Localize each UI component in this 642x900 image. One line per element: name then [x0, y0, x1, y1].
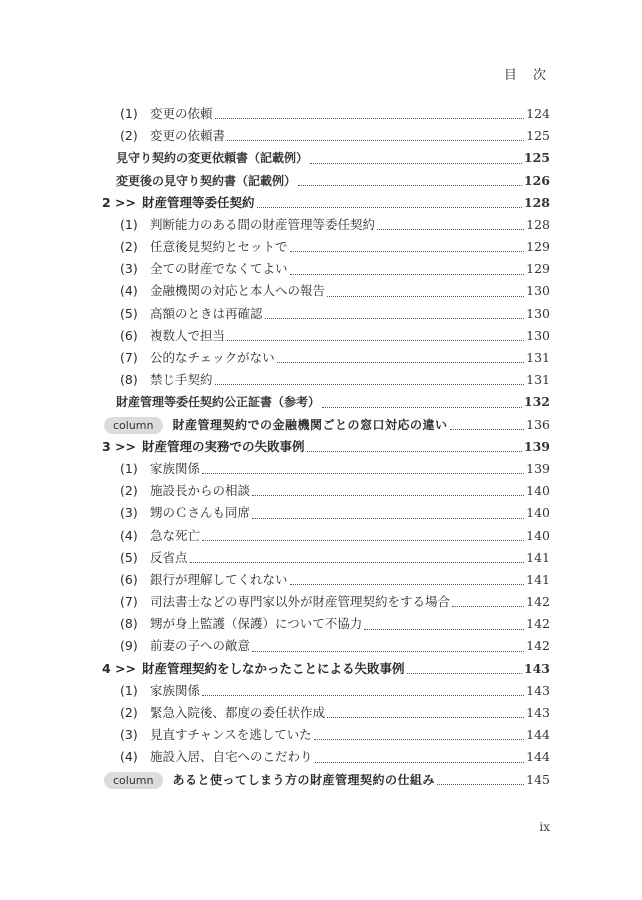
entry-number: (4): [120, 749, 138, 765]
dot-leader: [452, 606, 524, 607]
entry-number: (9): [120, 638, 138, 654]
entry-title: 急な死亡: [150, 527, 201, 543]
dot-leader: [450, 429, 525, 430]
entry-page-number: 139: [523, 438, 550, 454]
dot-leader: [377, 229, 524, 230]
entry-title: 変更の依頼: [150, 105, 213, 121]
entry-page-number: 144: [526, 727, 550, 743]
toc-entry-item: [102, 214, 550, 236]
dot-leader: [327, 717, 524, 718]
dot-leader: [322, 407, 522, 408]
toc-entry-item: [102, 746, 550, 768]
toc-entry-item: [102, 303, 550, 325]
dot-leader: [257, 207, 522, 208]
entry-title: 全ての財産でなくてよい: [150, 261, 288, 277]
dot-leader: [202, 540, 524, 541]
entry-page-number: 142: [526, 638, 550, 654]
toc-entry-extra: [102, 170, 550, 192]
entry-number: (7): [120, 594, 138, 610]
toc-entry-item: [102, 569, 550, 591]
toc-entry-extra: [102, 147, 550, 169]
dot-leader: [407, 673, 522, 674]
dot-leader: [252, 495, 524, 496]
dot-leader: [315, 762, 525, 763]
dot-leader: [327, 296, 524, 297]
toc-entry-item: [102, 702, 550, 724]
entry-title: 財産管理等委任契約: [142, 194, 255, 210]
running-header: 目 次: [503, 68, 552, 83]
entry-title: 財産管理契約をしなかったことによる失敗事例: [142, 660, 405, 676]
entry-number: (6): [120, 571, 138, 587]
entry-page-number: 136: [526, 416, 550, 432]
dot-leader: [277, 362, 525, 363]
entry-title: 反省点: [150, 549, 188, 565]
entry-number: (4): [120, 283, 138, 299]
entry-page-number: 145: [526, 771, 550, 787]
entry-page-number: 143: [526, 682, 550, 698]
entry-number: (8): [120, 616, 138, 632]
entry-number: (6): [120, 327, 138, 343]
dot-leader: [252, 651, 524, 652]
toc-entry-item: [102, 103, 550, 125]
entry-number: (4): [120, 527, 138, 543]
entry-number: (3): [120, 505, 138, 521]
entry-page-number: 130: [526, 327, 550, 343]
toc-entry-item: [102, 636, 550, 658]
dot-leader: [298, 185, 522, 186]
entry-number: (1): [120, 216, 138, 232]
dot-leader: [290, 584, 525, 585]
toc-entry-item: [102, 347, 550, 369]
toc-entry-section: [102, 658, 550, 680]
entry-title: 司法書士などの専門家以外が財産管理契約をする場合: [150, 594, 451, 610]
entry-page-number: 141: [526, 571, 550, 587]
entry-page-number: 130: [526, 283, 550, 299]
entry-page-number: 144: [526, 749, 550, 765]
toc-entry-item: [102, 236, 550, 258]
dot-leader: [307, 451, 522, 452]
entry-number: (7): [120, 350, 138, 366]
entry-title: 前妻の子への敵意: [150, 638, 251, 654]
entry-title: 変更の依頼書: [150, 128, 226, 144]
entry-page-number: 124: [526, 105, 550, 121]
entry-page-number: 131: [526, 350, 550, 366]
entry-page-number: 128: [523, 194, 550, 210]
dot-leader: [227, 340, 524, 341]
entry-title: 判断能力のある間の財産管理等委任契約: [150, 216, 376, 232]
entry-page-number: 142: [526, 616, 550, 632]
entry-title: 任意後見契約とセットで: [150, 239, 288, 255]
entry-number: (2): [120, 705, 138, 721]
dot-leader: [227, 140, 524, 141]
entry-page-number: 139: [526, 460, 550, 476]
toc-entry-section: [102, 192, 550, 214]
entry-number: (2): [120, 128, 138, 144]
toc-entry-item: [102, 480, 550, 502]
toc-entry-column: [102, 769, 550, 791]
entry-page-number: 143: [526, 705, 550, 721]
toc-entry-column: [102, 414, 550, 436]
entry-number: (3): [120, 727, 138, 743]
entry-number: (1): [120, 105, 138, 121]
dot-leader: [265, 318, 525, 319]
entry-page-number: 129: [526, 239, 550, 255]
toc-entry-item: [102, 502, 550, 524]
dot-leader: [190, 562, 525, 563]
toc-entry-item: [102, 369, 550, 391]
entry-page-number: 125: [523, 150, 550, 166]
dot-leader: [364, 629, 524, 630]
entry-page-number: 126: [523, 172, 550, 188]
entry-title: 甥のＣさんも同席: [150, 505, 251, 521]
section-number: 2 >>: [102, 194, 136, 210]
entry-title: 複数人で担当: [150, 327, 226, 343]
entry-title: 見直すチャンスを逃していた: [150, 727, 312, 743]
entry-title: 金融機関の対応と本人への報告: [150, 283, 326, 299]
section-number: 4 >>: [102, 660, 136, 676]
entry-title: あると使ってしまう方の財産管理契約の仕組み: [172, 772, 436, 787]
entry-title: 施設長からの相談: [150, 483, 251, 499]
entry-title: 公的なチェックがない: [150, 350, 275, 366]
toc-entry-item: [102, 724, 550, 746]
entry-title: 銀行が理解してくれない: [150, 571, 288, 587]
entry-title: 財産管理等委任契約公正証書（参考）: [116, 395, 321, 410]
entry-title: 財産管理の実務での失敗事例: [142, 438, 305, 454]
section-number: 3 >>: [102, 438, 136, 454]
toc-entry-item: [102, 547, 550, 569]
toc-entry-item: [102, 525, 550, 547]
entry-page-number: 143: [523, 660, 550, 676]
entry-number: (2): [120, 239, 138, 255]
entry-number: (5): [120, 549, 138, 565]
toc-entry-item: [102, 680, 550, 702]
dot-leader: [202, 695, 524, 696]
entry-page-number: 131: [526, 372, 550, 388]
column-badge: column: [104, 417, 163, 434]
toc-entry-item: [102, 281, 550, 303]
dot-leader: [215, 384, 525, 385]
entry-page-number: 129: [526, 261, 550, 277]
entry-page-number: 125: [526, 128, 550, 144]
table-of-contents: [102, 103, 550, 791]
entry-number: (1): [120, 460, 138, 476]
entry-number: (1): [120, 682, 138, 698]
entry-title: 禁じ手契約: [150, 372, 213, 388]
toc-entry-item: [102, 613, 550, 635]
dot-leader: [252, 518, 524, 519]
entry-page-number: 142: [526, 594, 550, 610]
entry-title: 財産管理契約での金融機関ごとの窓口対応の違い: [172, 417, 448, 432]
entry-title: 家族関係: [150, 682, 201, 698]
entry-title: 変更後の見守り契約書（記載例）: [116, 173, 297, 188]
entry-title: 甥が身上監護（保護）について不協力: [150, 616, 363, 632]
entry-page-number: 140: [526, 505, 550, 521]
entry-title: 見守り契約の変更依頼書（記載例）: [116, 151, 309, 166]
column-badge: column: [104, 772, 163, 789]
entry-title: 家族関係: [150, 460, 201, 476]
toc-entry-section: [102, 436, 550, 458]
dot-leader: [215, 118, 525, 119]
toc-entry-item: [102, 591, 550, 613]
dot-leader: [437, 784, 524, 785]
dot-leader: [290, 251, 525, 252]
dot-leader: [314, 739, 524, 740]
page-number: ix: [539, 820, 550, 834]
entry-number: (2): [120, 483, 138, 499]
dot-leader: [202, 473, 524, 474]
entry-page-number: 140: [526, 483, 550, 499]
toc-entry-item: [102, 458, 550, 480]
entry-page-number: 132: [523, 394, 550, 410]
entry-page-number: 141: [526, 549, 550, 565]
toc-entry-extra: [102, 391, 550, 413]
entry-number: (5): [120, 305, 138, 321]
toc-entry-item: [102, 325, 550, 347]
entry-number: (8): [120, 372, 138, 388]
entry-page-number: 130: [526, 305, 550, 321]
entry-page-number: 128: [526, 216, 550, 232]
dot-leader: [310, 163, 522, 164]
entry-number: (3): [120, 261, 138, 277]
toc-entry-item: [102, 125, 550, 147]
entry-title: 施設入居、自宅へのこだわり: [150, 749, 313, 765]
entry-page-number: 140: [526, 527, 550, 543]
dot-leader: [290, 274, 525, 275]
entry-title: 高額のときは再確認: [150, 305, 263, 321]
entry-title: 緊急入院後、都度の委任状作成: [150, 705, 326, 721]
toc-entry-item: [102, 258, 550, 280]
